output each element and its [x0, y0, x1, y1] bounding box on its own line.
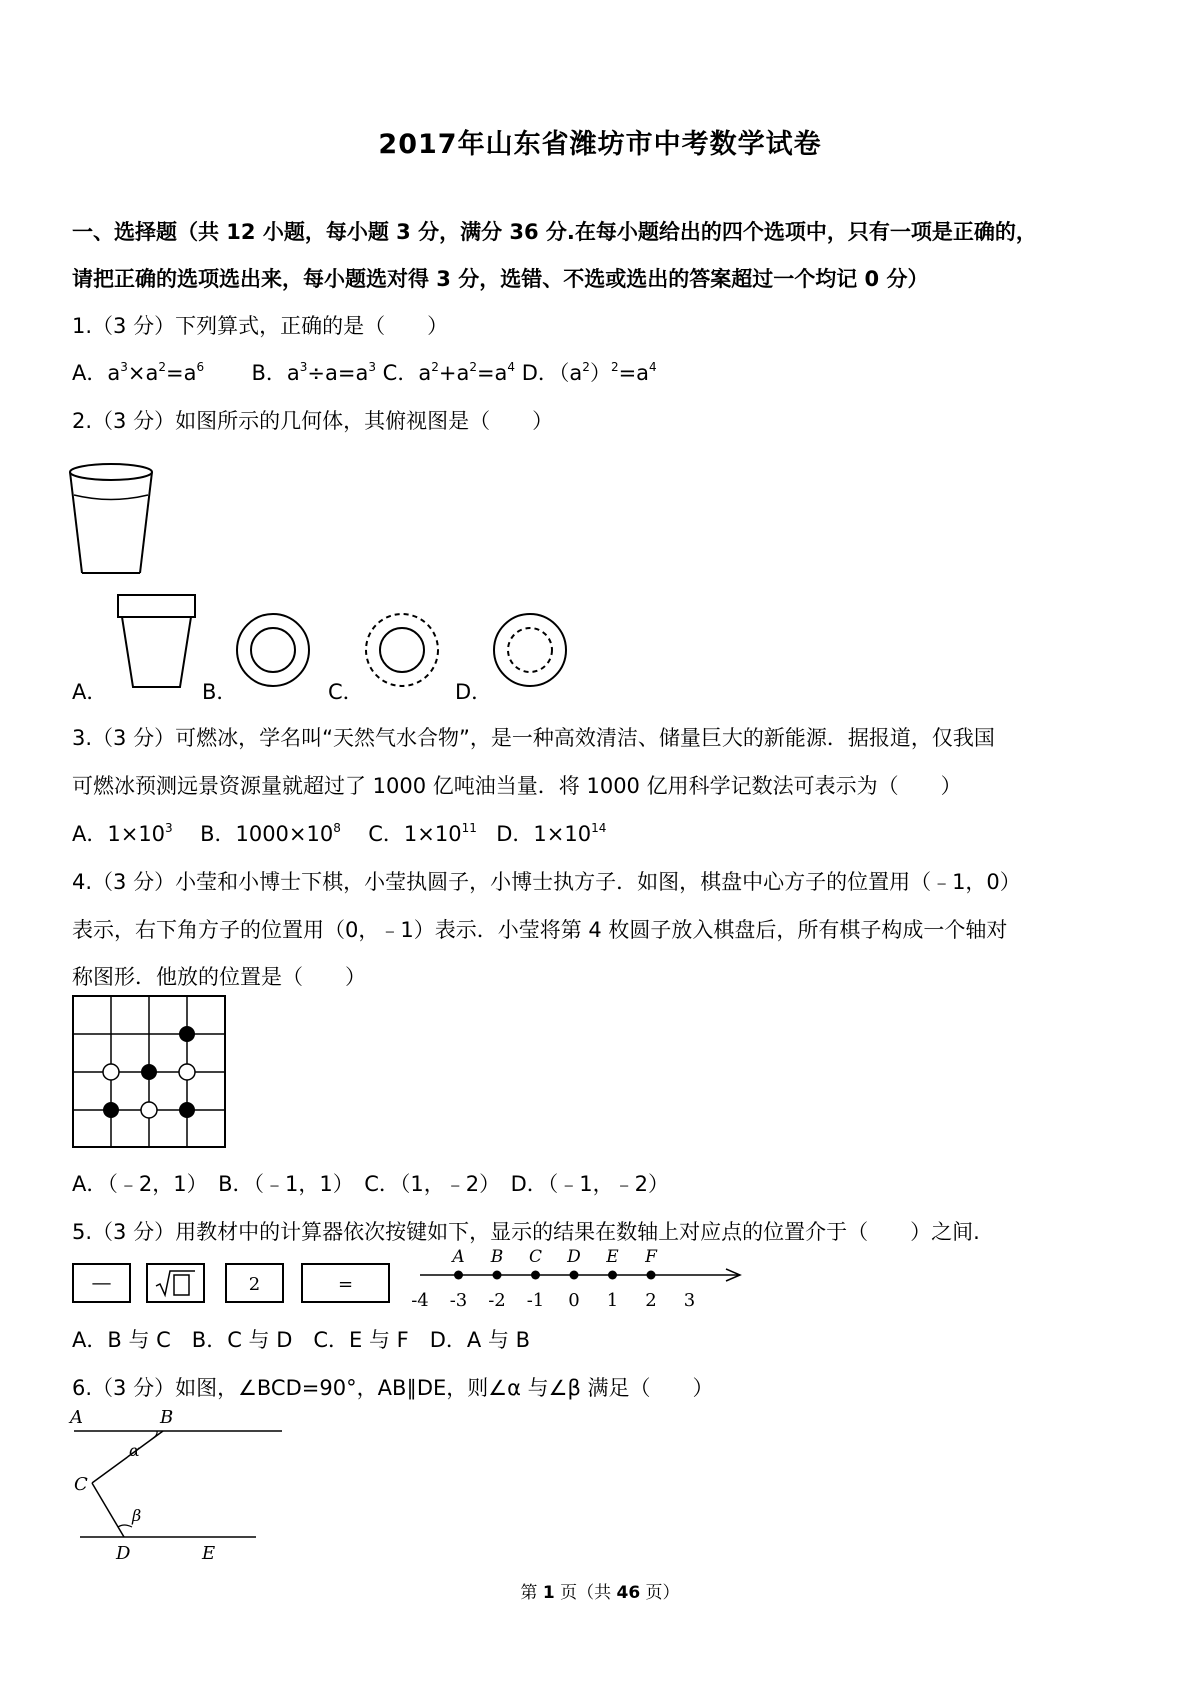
q3-line1: 3.（3 分）可燃冰，学名叫“天然气水合物”，是一种高效清洁、储量巨大的新能源．据报道，仅我国	[72, 726, 995, 750]
q1-option-c: C．$a^2+a^2=a^4$	[382, 360, 516, 385]
q2-label-d: D．	[455, 680, 493, 704]
q5-number-line	[408, 1244, 748, 1312]
q5-stem: 5.（3 分）用教材中的计算器依次按键如下，显示的结果在数轴上对应点的位置介于（ ）之间.	[72, 1220, 980, 1244]
point-label-a: A	[452, 1247, 465, 1267]
key-sqrt	[147, 1264, 204, 1302]
point-label-c: C	[528, 1247, 543, 1267]
key-equals	[302, 1264, 389, 1302]
q2-label-a: A．	[72, 680, 108, 704]
point-label-b: B	[490, 1247, 504, 1267]
point-label-e: E	[606, 1247, 619, 1267]
label-d: D	[116, 1543, 131, 1564]
point-f	[647, 1271, 656, 1280]
q2-label-c: C．	[328, 680, 364, 704]
q4-line3: 称图形．他放的位置是（ ）	[72, 965, 366, 989]
label-a: A	[70, 1407, 83, 1428]
tick-label: -3	[449, 1290, 468, 1311]
q1-option-a: A．$a^3\times a^2=a^6$	[72, 360, 205, 385]
point-d	[570, 1271, 579, 1280]
key-minus	[73, 1264, 130, 1302]
label-alpha: α	[129, 1441, 140, 1460]
q2-option-b-figure	[233, 610, 313, 690]
tick-label: -1	[526, 1290, 545, 1311]
point-label-d: D	[567, 1247, 581, 1267]
q3-option-c: C．$1\times 10^{11}$	[368, 821, 477, 846]
q4-line2: 表示，右下角方子的位置用（0，﹣1）表示．小莹将第 4 枚圆子放入棋盘后，所有棋子构成一个轴对	[72, 918, 1008, 942]
point-b	[493, 1271, 502, 1280]
page-title: 2017年山东省潍坊市中考数学试卷	[378, 129, 822, 160]
tick-label: -2	[488, 1290, 506, 1311]
point-c	[531, 1271, 540, 1280]
q1-options	[72, 357, 657, 387]
q3-option-d: D．$1\times 10^{14}$	[496, 821, 607, 846]
q2-stem: 2.（3 分）如图所示的几何体，其俯视图是（ ）	[72, 409, 554, 433]
q4-options: A．（﹣2，1） B．（﹣1，1） C．（1，﹣2） D．（﹣1，﹣2）	[72, 1172, 669, 1196]
q5-options: A．B 与 C B．C 与 D C．E 与 F D．A 与 B	[72, 1328, 531, 1352]
svg-text:—: —	[91, 1270, 112, 1294]
section1-instructions-line2: 请把正确的选项选出来，每小题选对得 3 分，选错、不选或选出的答案超过一个均记 0 分）	[72, 267, 929, 291]
q2-option-c-figure	[362, 610, 442, 690]
label-e: E	[202, 1543, 216, 1564]
tick-label: 1	[606, 1290, 619, 1311]
section1-instructions-line1: 一、选择题（共 12 小题，每小题 3 分，满分 36 分.在每小题给出的四个选项中，只有一项是正确的，	[72, 220, 1037, 244]
tick-label: 0	[568, 1290, 580, 1311]
point-e	[608, 1271, 617, 1280]
q4-line1: 4.（3 分）小莹和小博士下棋，小莹执圆子，小博士执方子．如图，棋盘中心方子的位置用（﹣1，0）	[72, 870, 1021, 894]
key-2	[226, 1264, 283, 1302]
q1-option-d: D．$(a^2)^2=a^4$	[521, 360, 657, 385]
page-footer: 第 1 页（共 46 页）	[520, 1583, 680, 1603]
label-b: B	[160, 1407, 174, 1428]
q4-go-board	[72, 995, 228, 1149]
point-a	[454, 1271, 463, 1280]
q3-option-a: A．$1\times 10^3$	[72, 821, 173, 846]
q2-option-a-figure	[116, 593, 198, 691]
q6-stem: 6.（3 分）如图，∠BCD=90°，AB∥DE，则∠α 与∠β 满足（ ）	[72, 1376, 714, 1400]
point-label-f: F	[645, 1247, 657, 1267]
svg-text:=: =	[337, 1274, 354, 1295]
q5-calculator-keys	[72, 1262, 392, 1306]
tick-label: -4	[411, 1290, 429, 1311]
q2-label-b: B．	[202, 680, 238, 704]
tick-label: 2	[645, 1290, 657, 1311]
q1-option-b: B．$a^3\div a=a^3$	[251, 360, 376, 385]
tick-label: 3	[683, 1290, 696, 1311]
q3-options	[72, 818, 606, 848]
label-beta: β	[132, 1506, 142, 1525]
q1-stem: 1.（3 分）下列算式，正确的是（ ）	[72, 314, 449, 338]
q2-cup-figure	[66, 460, 156, 578]
svg-text:2: 2	[248, 1274, 261, 1295]
label-c: C	[74, 1474, 88, 1495]
total-pages: 46	[616, 1583, 641, 1603]
q2-option-d-figure	[490, 610, 570, 690]
q6-parallel-lines-figure	[66, 1405, 288, 1565]
q3-option-b: B．$1000\times 10^8$	[200, 821, 341, 846]
current-page: 1	[542, 1583, 555, 1603]
q3-line2: 可燃冰预测远景资源量就超过了 1000 亿吨油当量．将 1000 亿用科学记数法可表示为（ ）	[72, 774, 962, 798]
